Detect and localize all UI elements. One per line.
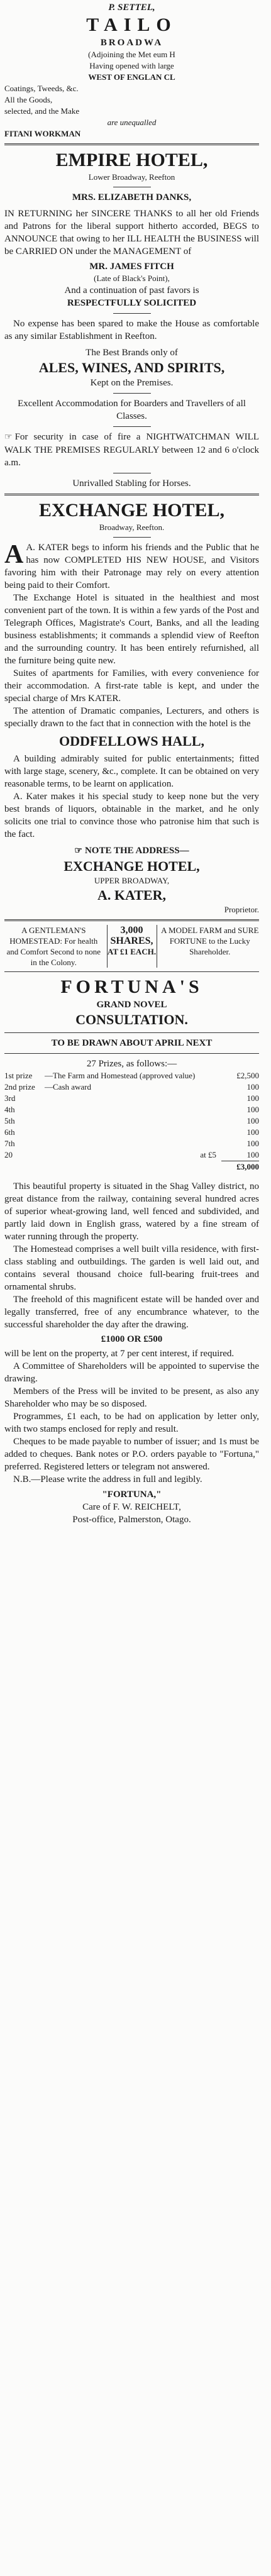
exchange-paragraph-5: A building admirably suited for public entertainments; fitted with large stage, scenery, &c., complete. It can be obtained on very reasonable terms, to be learnt on application. <box>4 754 259 789</box>
fortuna-paragraph-8: Cheques to be made payable to number of issuer; and 1s must be added to cheques. Bank notes or P.O. orders payable to "Fortuna," preferred. Registered letters or telegram not answered. <box>4 1437 259 1472</box>
fortuna-paragraph-4: will be lent on the property, at 7 per cent interest, if required. <box>4 1349 235 1359</box>
tailor-street: BROADWA <box>100 38 163 48</box>
fortuna-drawn: TO BE DRAWN ABOUT APRIL NEXT <box>51 1038 213 1048</box>
fortuna-paragraph-7: Programmes, £1 each, to be had on application by letter only, with two stamps enclosed for reply and result. <box>4 1412 259 1434</box>
pointing-hand-icon: ☞ <box>4 433 13 442</box>
exchange-paragraph-1: A A. KATER begs to inform his friends and the Public that he has now COMPLETED HIS NEW HOUSE, and Visitors favoring him with their Patronage may rely on every attention being paid to their Comfort. <box>4 540 259 590</box>
prize-row: 20 at £5 100 <box>4 1150 259 1159</box>
tailor-advert <box>4 1 259 140</box>
exchange-address-street: UPPER BROADWAY, <box>94 876 170 885</box>
empire-title: EMPIRE HOTEL, <box>55 150 208 170</box>
exchange-paragraph-4: The attention of Dramatic companies, Lecturers, and others is specially drawn to the fact that in connection with the hotel is the <box>4 706 259 729</box>
tailor-heading: TAILO <box>86 14 177 35</box>
divider <box>4 494 259 495</box>
prize-row: 5th 100 <box>4 1116 259 1125</box>
fortuna-prize-heading: 27 Prizes, as follows:— <box>86 1059 177 1069</box>
shares-banner <box>4 925 259 968</box>
divider <box>4 1032 259 1033</box>
fortuna-paragraph-1: This beautiful property is situated in the Shag Valley district, no great distance from the railway, containing several hundred acres of superior wheat-growing land, well fenced and subdivided, and partly laid down in English grass, watered by a fine stream of water running through the property. <box>4 1181 259 1242</box>
exchange-hall: ODDFELLOWS HALL, <box>58 733 205 749</box>
tailor-line-1: (Adjoining the Met eum H <box>88 50 175 59</box>
exchange-paragraph-6: A. Kater makes it his special study to keep none but the very best brands of liquors, obtainable in the market, and he only solicits one trial to convince those who patronise him that such is the fact. <box>4 792 259 839</box>
exchange-hotel-advert <box>4 499 259 915</box>
exchange-proprietor-name: A. KATER, <box>97 887 166 903</box>
prize-list <box>4 1070 259 1173</box>
divider <box>113 313 151 314</box>
fortuna-advert <box>4 925 259 1526</box>
empire-premises: Kept on the Premises. <box>90 378 174 388</box>
divider <box>113 537 151 538</box>
empire-stabling: Unrivalled Stabling for Horses. <box>72 478 191 489</box>
fortuna-paragraph-5: A Committee of Shareholders will be appointed to supervise the drawing. <box>4 1361 259 1384</box>
empire-solicited: RESPECTFULLY SOLICITED <box>67 298 197 308</box>
divider <box>113 426 151 427</box>
divider <box>4 1053 259 1054</box>
empire-hotel-advert <box>4 149 259 490</box>
empire-proprietress: MRS. ELIZABETH DANKS, <box>72 192 192 202</box>
divider <box>113 393 151 394</box>
empire-manager-note: (Late of Black's Point), <box>94 274 170 283</box>
tailor-line-2: Having opened with large <box>89 61 174 70</box>
divider <box>4 971 259 972</box>
shares-left: A GENTLEMAN'S HOMESTEAD: For health and Comfort Second to none in the Colony. <box>6 926 101 967</box>
exchange-proprietor-role: Proprietor. <box>224 905 259 914</box>
exchange-address-title: EXCHANGE HOTEL, <box>64 858 200 874</box>
prize-row: 2nd prize —Cash award 100 <box>4 1082 259 1092</box>
tailor-line-4: Coatings, Tweeds, &c. <box>4 84 79 93</box>
fortuna-paragraph-6: Members of the Press will be invited to be present, as also any Shareholder who may be so disposed. <box>4 1386 259 1409</box>
exchange-location: Broadway, Reefton. <box>99 522 165 532</box>
fortuna-consultation: CONSULTATION. <box>75 1012 188 1027</box>
empire-paragraph-3: No expense has been spared to make the House as comfortable as any similar Establishment in Reefton. <box>4 319 259 341</box>
empire-location: Lower Broadway, Reefton <box>88 172 175 182</box>
empire-drinks: ALES, WINES, AND SPIRITS, <box>38 360 225 375</box>
fortuna-address-care: Care of F. W. REICHELT, <box>82 1502 181 1512</box>
empire-manager: MR. JAMES FITCH <box>89 262 174 272</box>
empire-nightwatchman: ☞ For security in case of fire a NIGHTWATCHMAN WILL WALK THE PREMISES REGULARLY between 12 and 6 o'clock a.m. <box>4 432 259 468</box>
pointing-hand-icon: ☞ <box>74 846 82 856</box>
tailor-line-5: All the Goods, <box>4 95 53 104</box>
exchange-paragraph-2: The Exchange Hotel is situated in the healthiest and most convenient part of the town. It is within a few yards of the Post and Telegraph Offices, Magistrate's Court, Banks, and all the leading business establishments; it commands a splendid view of Reefton and the surrounding country. It has been entirely refurnished, all the furniture being quite new. <box>4 593 259 666</box>
prize-row: 6th 100 <box>4 1127 259 1137</box>
fortuna-title: FORTUNA'S <box>60 976 203 997</box>
fortuna-subtitle: GRAND NOVEL <box>96 1000 167 1010</box>
fortuna-paragraph-2: The Homestead comprises a well built villa residence, with first-class stabling and outbuildings. The garden is well laid out, and contains several thousand choice full-bearing fruit-trees and ornamental shrubs. <box>4 1244 259 1292</box>
prize-row: 3rd 100 <box>4 1093 259 1103</box>
divider <box>4 143 259 145</box>
tailor-line-6: selected, and the Make <box>4 106 80 116</box>
prize-total: £3,000 <box>4 1161 259 1173</box>
exchange-paragraph-3: Suites of apartments for Families, with every convenience for their accommodation. A first-rate table is kept, and under the special charge of Mrs KATER. <box>4 668 259 704</box>
empire-brands: The Best Brands only of <box>86 348 178 358</box>
prize-row: 4th 100 <box>4 1105 259 1114</box>
shares-label: SHARES, <box>110 936 153 946</box>
tailor-line-8: FITANI WORKMAN <box>4 129 81 138</box>
tailor-line-7: are unequalled <box>107 118 157 127</box>
fortuna-paragraph-9: N.B.—Please write the address in full and legibly. <box>13 1474 202 1484</box>
tailor-name: P. SETTEL, <box>108 3 155 13</box>
fortuna-address-po: Post-office, Palmerston, Otago. <box>72 1515 191 1525</box>
exchange-note: ☞ NOTE THE ADDRESS— <box>74 846 189 856</box>
prize-row: 1st prize —The Farm and Homestead (approved value) £2,500 <box>4 1071 259 1080</box>
fortuna-loan: £1000 OR £500 <box>101 1334 163 1344</box>
empire-accommodation: Excellent Accommodation for Boarders and Travellers of all Classes. <box>18 399 246 421</box>
empire-paragraph-1: IN RETURNING her SINCERE THANKS to all her old Friends and Patrons for the liberal support hitherto accorded, BEGS to ANNOUNCE that owing to her ILL HEALTH the BUSINESS will be CARRIED ON under the MANAGEMENT of <box>4 209 259 257</box>
tailor-line-3: WEST OF ENGLAN CL <box>88 72 175 82</box>
fortuna-address-name: "FORTUNA," <box>102 1490 162 1500</box>
shares-right: A MODEL FARM and SURE FORTUNE to the Lucky Shareholder. <box>161 926 259 956</box>
shares-price: AT £1 EACH. <box>107 947 157 956</box>
shares-middle <box>107 925 157 968</box>
exchange-title: EXCHANGE HOTEL, <box>38 500 225 521</box>
empire-paragraph-2: And a continuation of past favors is <box>64 285 199 296</box>
prize-row: 7th 100 <box>4 1139 259 1148</box>
fortuna-paragraph-3: The freehold of this magnificent estate will be handed over and legally transferred, free of any encumbrance whatever, to the successful shareholder the day after the drawing. <box>4 1295 259 1330</box>
drop-cap: A <box>4 540 24 569</box>
shares-count: 3,000 <box>120 925 143 936</box>
divider <box>4 919 259 921</box>
